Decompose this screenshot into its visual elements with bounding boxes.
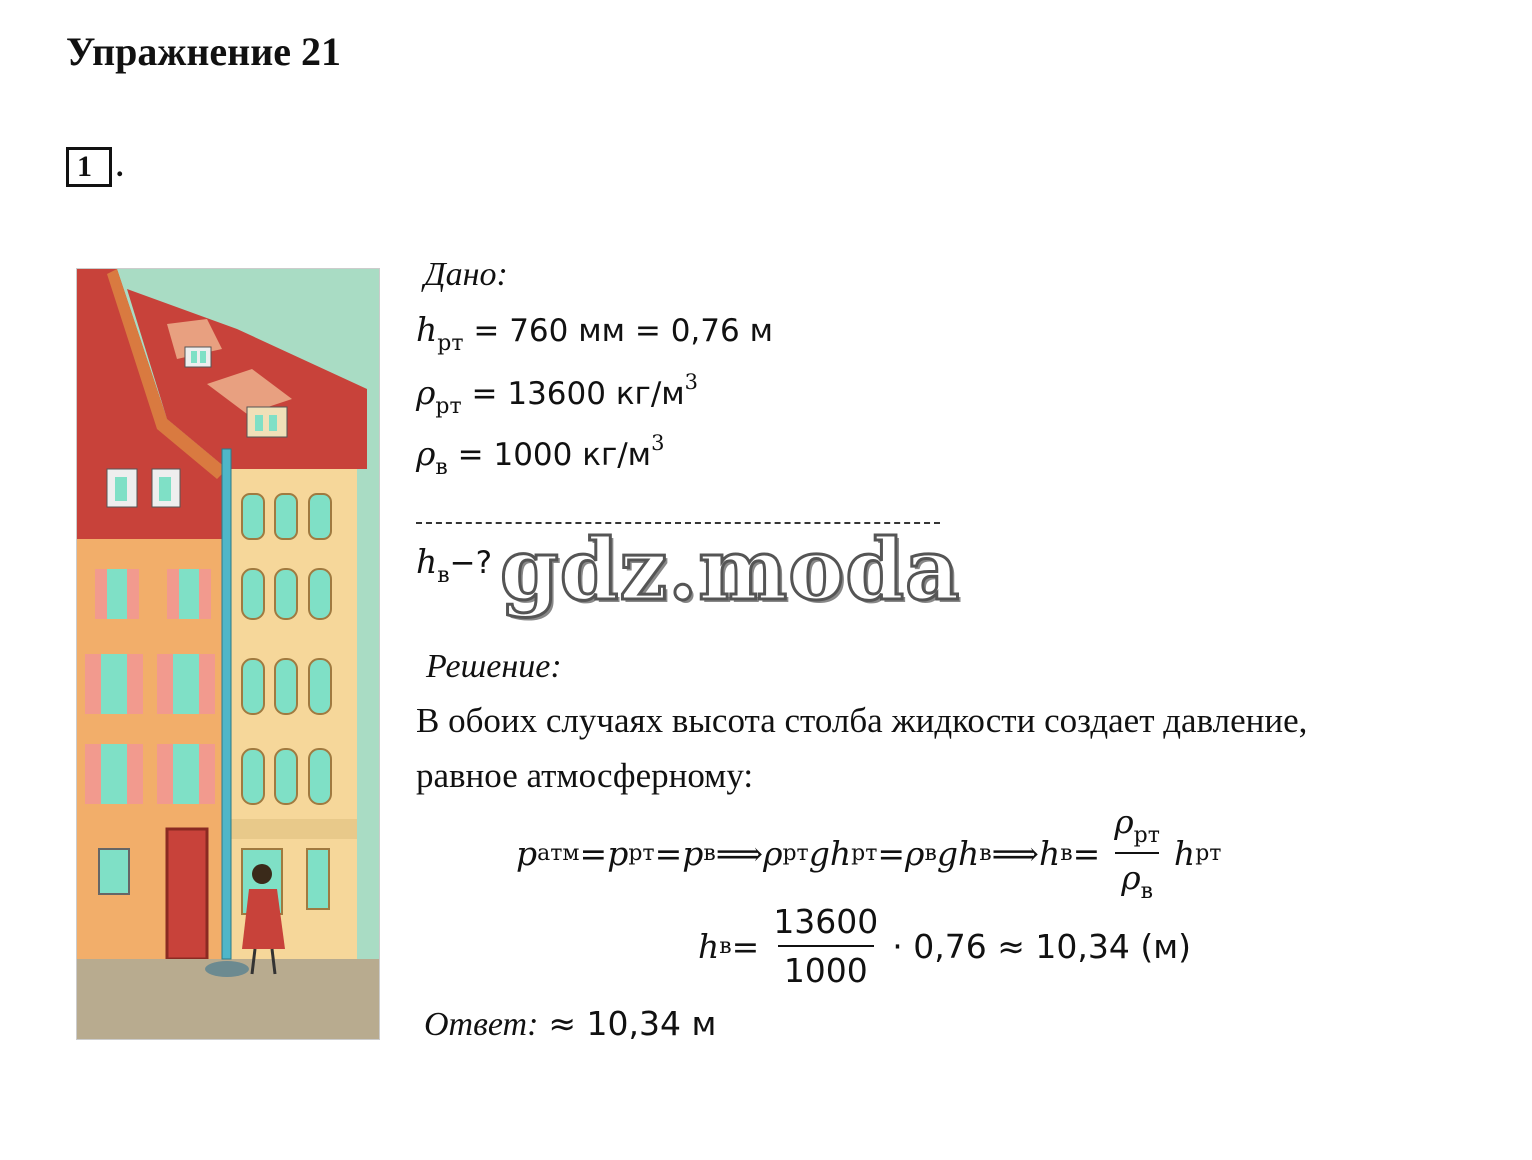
pipe-basin: [205, 961, 249, 977]
density-ratio-fraction: $\frac{\rho_{рт}}{\rho_в}$: [1114, 802, 1160, 904]
given-water-density: $\rho_в = 1000$ $кг/м^3$: [416, 431, 665, 480]
task-number-dot: .: [116, 150, 124, 183]
find-water-height: $h_в-$?: [416, 542, 493, 588]
answer-value: ≈ 10,34 м: [548, 1004, 717, 1043]
solution-text-line: В обоих случаях высота столба жидкости создает давление,: [416, 701, 1308, 740]
answer: [424, 1004, 716, 1044]
pressure-equality-formula: p атм = p рт = p в ⟹ ρ рт g h рт = ρ в g h в ⟹ h в = $\frac{\rho_{рт}}{\rho_в}$ h рт: [516, 802, 1222, 904]
numeric-fraction: $\frac{13600}{1000}$: [773, 902, 879, 990]
page-title: Упражнение 21: [66, 29, 342, 74]
watermark-logo: gdz.moda: [500, 520, 961, 619]
barometer-house-illustration: [76, 268, 380, 1040]
solution-label: Решение:: [426, 648, 562, 685]
given-mercury-density: $\rho_{рт} = 13600$ $кг/м^3$: [416, 370, 699, 419]
given-mercury-height: $h_{рт} = 760$ мм = 0,76 м: [416, 310, 773, 356]
door: [167, 829, 207, 959]
water-pipe: [222, 449, 231, 959]
water-height-calculation: h в = $\frac{13600}{1000}$ · 0,76 ≈ 10,34 (м): [698, 902, 1191, 990]
given-label: Дано:: [424, 256, 508, 293]
answer-label: Ответ:: [424, 1006, 539, 1043]
solution-text-line: равное атмосферному:: [416, 756, 754, 795]
task-number-box: 1: [66, 147, 112, 187]
